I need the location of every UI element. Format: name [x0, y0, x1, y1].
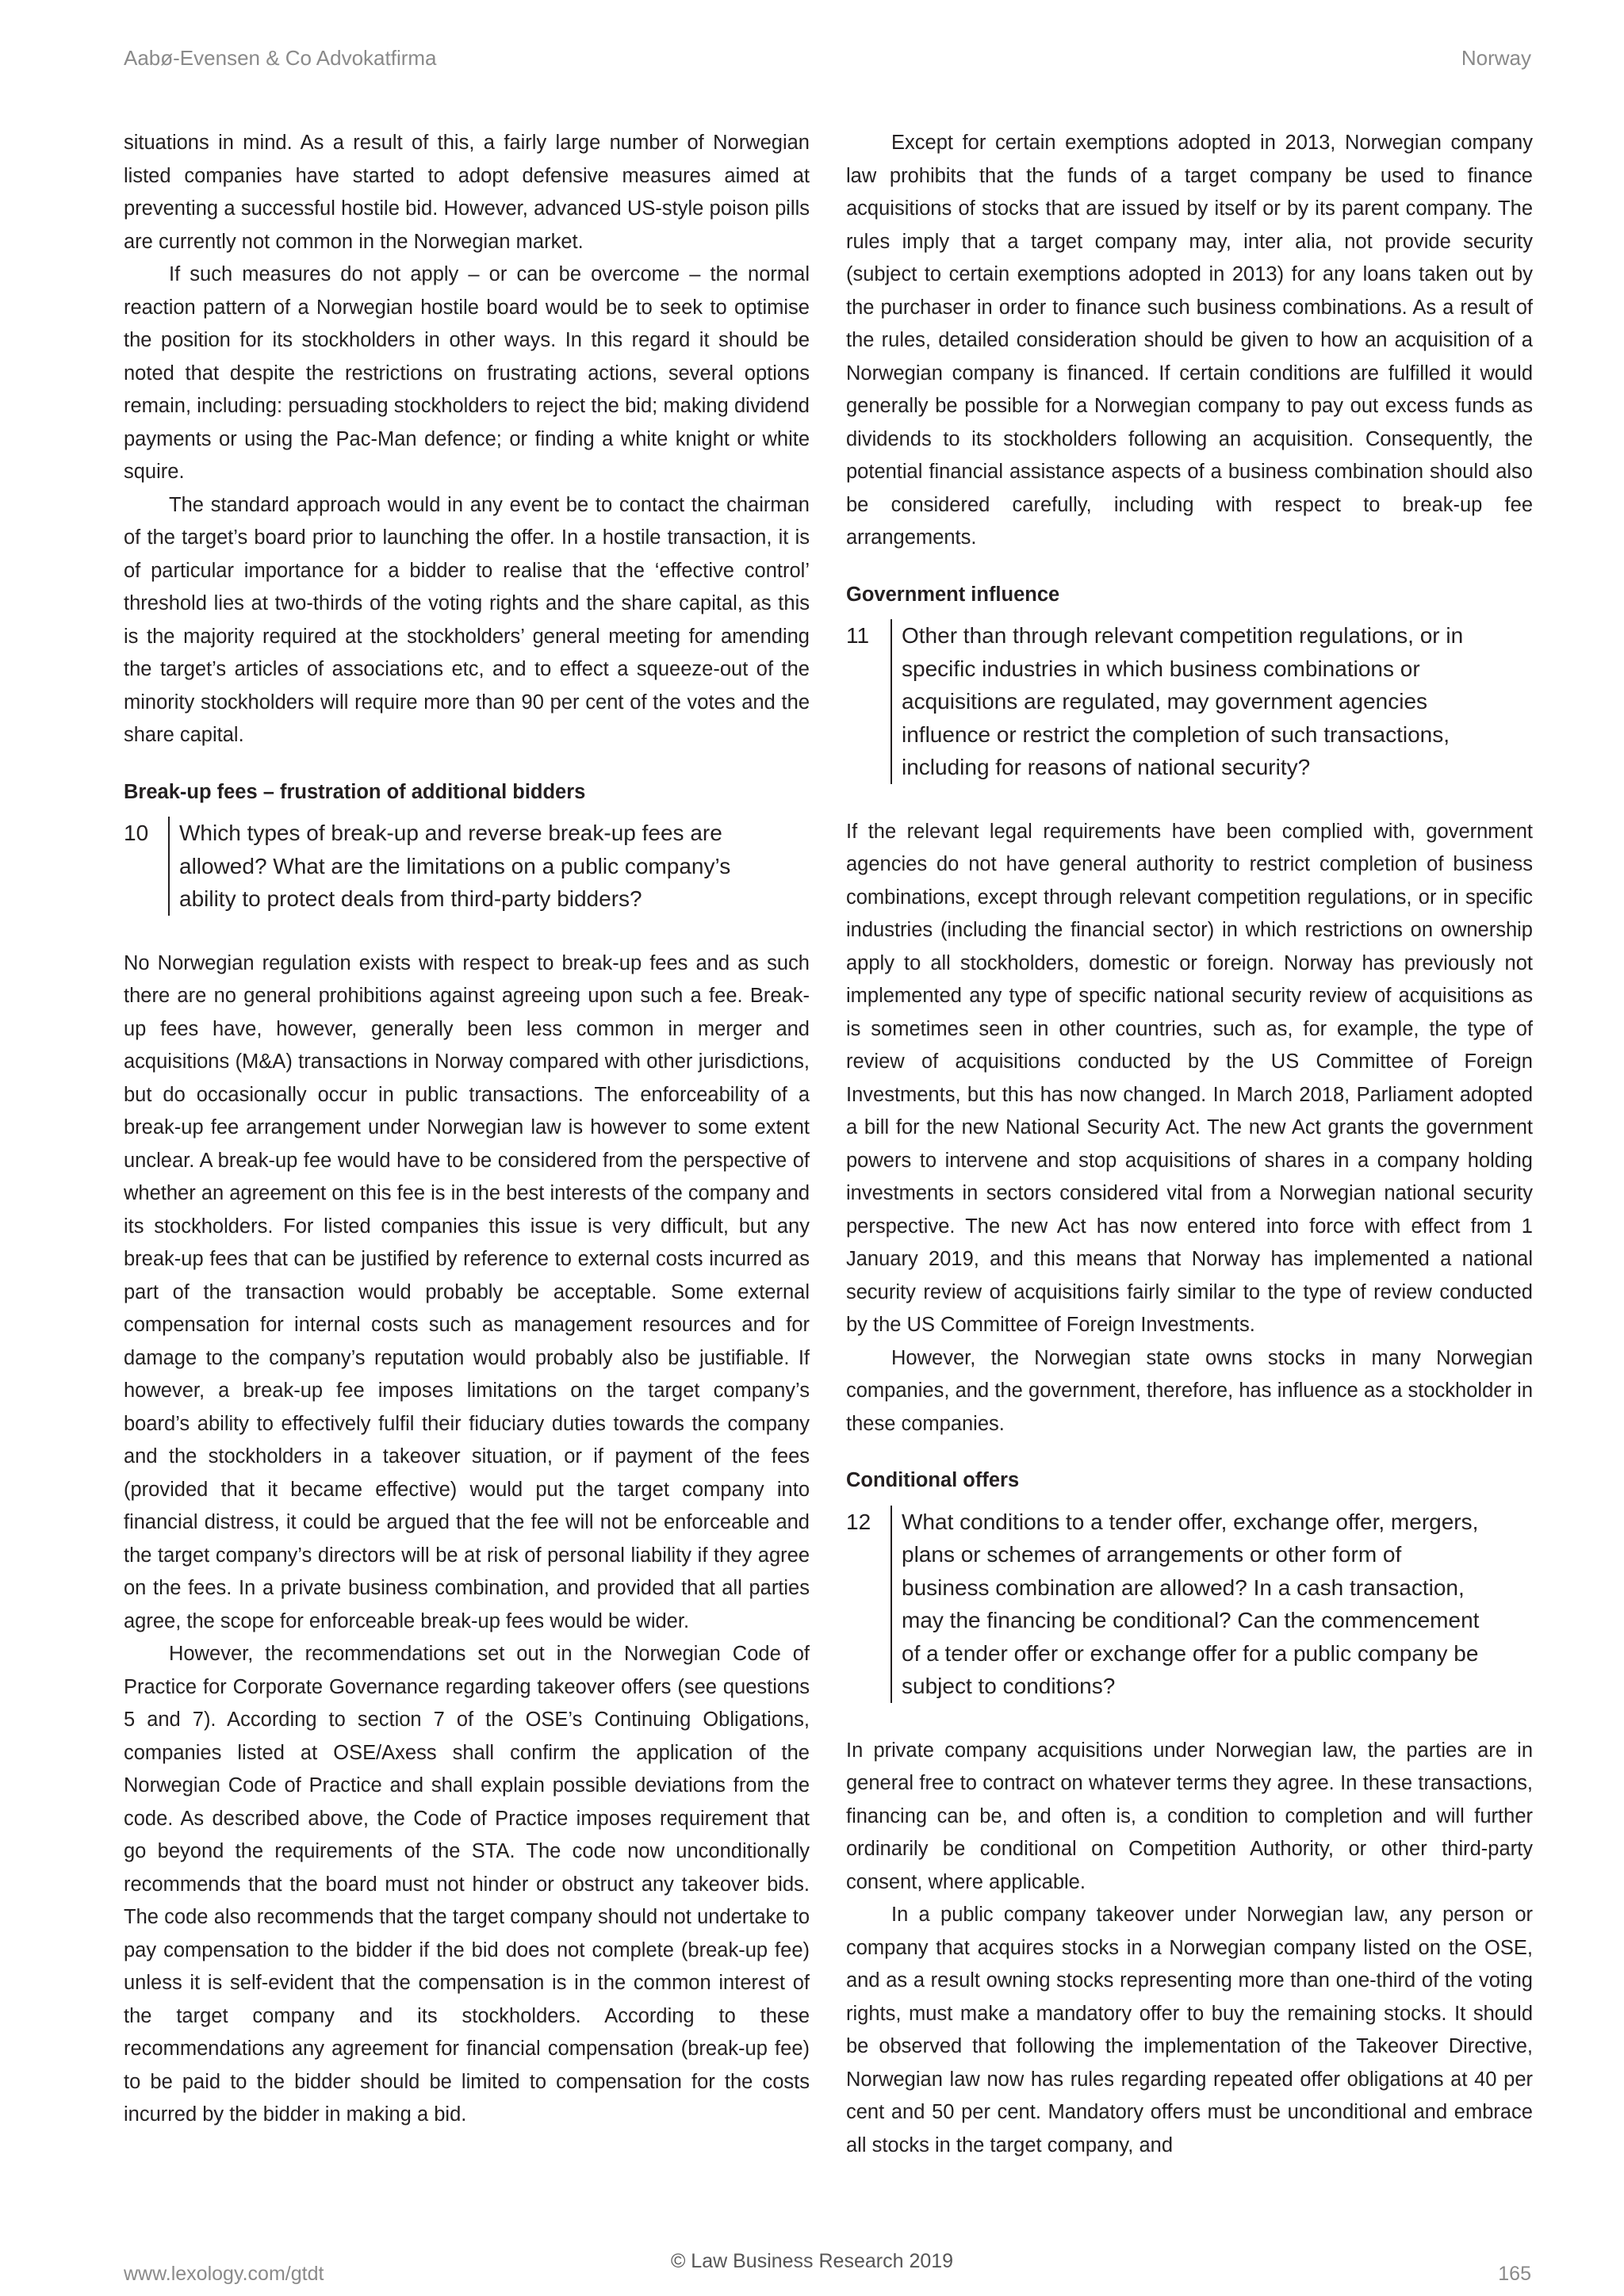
- question-number: 10: [124, 821, 149, 845]
- footer-url[interactable]: www.lexology.com/gtdt: [124, 2263, 324, 2285]
- left-paragraph-4: No Norwegian regulation exists with respect to break-up fees and as such there are no general prohibitions against agreeing upon such a fee. Break-up fees have, however, generally been less common in merger and acquisitions (M&A) transactions in Norway compared with other jurisdictions, but do occasionally occur in public transactions. The enforceability of a break-up fee arrangement under Norwegian law is however to some extent unclear. A break-up fee would have to be considered from the perspective of whether an agreement on this fee is in the best interests of the company and its stockholders. For listed companies this issue is very difficult, but any break-up fees that can be justified by reference to external costs incurred as part of the transaction would probably be acceptable. Some external compensation for internal costs such as management resources and for damage to the company’s reputation would probably also be justifiable. If however, a break-up fee imposes limitations on the target company’s board’s ability to effectively fulfil their fiduciary duties towards the company and the stockholders in a takeover situation, or if payment of the fees (provided that it became effective) would put the target company into financial distress, it could be argued that the fee will not be enforceable and the target company’s directors will be at risk of personal liability if they agree on the fees. In a private business combination, and provided that all parties agree, the scope for enforceable break-up fees would be wider.: [124, 951, 810, 1632]
- section-heading-break-up-fees: Break-up fees – frustration of additional bidders: [124, 780, 586, 803]
- left-paragraph-2: If such measures do not apply – or can be overcome – the normal reaction pattern of a Norwegian hostile board would be to seek to optimise the position for its stockholders in other ways. In this regard it should be noted that despite the restrictions on frustrating actions, several options remain, including: persuading stockholders to reject the bid; making dividend payments or using the Pac-Man defence; or finding a white knight or white squire.: [124, 263, 810, 483]
- question-number: 12: [846, 1509, 871, 1534]
- left-paragraph-5: However, the recommendations set out in the Norwegian Code of Practice for Corporate Governance regarding takeover offers (see questions 5 and 7). According to section 7 of the OSE’s Continuing Obligations, companies listed at OSE/Axess shall confirm the application of the Norwegian Code of Practice and shall explain possible deviations from the code. As described above, the Code of Practice imposes requirement that go beyond the requirements of the STA. The code now unconditionally recommends that the board must not hinder or obstruct any takeover bids. The code also recommends that the target company should not undertake to pay compensation to the bidder if the bid does not complete (break-up fee) unless it is self-evident that the compensation is in the common interest of the target company and its stockholders. According to these recommendations any agreement for financial compensation (break-up fee) to be paid to the bidder should be limited to compensation for the costs incurred by the bidder in making a bid.: [124, 1643, 810, 2126]
- header-firm-name: Aabø-Evensen & Co Advokatfirma: [124, 46, 437, 70]
- question-number: 11: [846, 623, 870, 648]
- section-heading-government-influence: Government influence: [846, 583, 1060, 606]
- right-paragraph-2: If the relevant legal requirements have been complied with, government agencies do not have general authority to restrict completion of business combinations, except through relevant competition regulations, or in specific industries (including the financial sector) in which restrictions on ownership apply to all stockholders, domestic or foreign. Norway has previously not implemented any type of specific national security review of acquisitions as is sometimes seen in other countries, such as, for example, the type of review of acquisitions conducted by the US Committee of Foreign Investments, but this has now changed. In March 2018, Parliament adopted a bill for the new National Security Act. The new Act grants the government powers to intervene and stop acquisitions of shares in a company holding investments in sectors considered vital from a Norwegian national security perspective. The new Act has now entered into force with effect from 1 January 2019, and this means that Norway has implemented a national security review of acquisitions fairly similar to the type of review conducted by the US Committee of Foreign Investments.: [846, 820, 1533, 1336]
- left-paragraph-1: situations in mind. As a result of this, a fairly large number of Norwegian listed companies have started to adopt defensive measures aimed at preventing a successful hostile bid. However, advanced US-style poison pills are currently not common in the Norwegian market.: [124, 132, 810, 253]
- question-text: Other than through relevant competition regulations, or in specific industries in which business combinations or acquisitions are regulated, may government agencies influence or restrict the completion of such transactions, including for reasons of national security?: [891, 619, 1480, 784]
- question-10: [124, 817, 810, 916]
- right-paragraph-3: However, the Norwegian state owns stocks in many Norwegian companies, and the government, therefore, has influence as a stockholder in these companies.: [846, 1346, 1533, 1435]
- right-column: [846, 127, 1533, 2162]
- question-text: What conditions to a tender offer, exchange offer, mergers, plans or schemes of arrangements or other form of business combination are allowed? In a cash transaction, may the financing be conditional? Can the commencement of a tender offer or exchange offer for a public company be subject to conditions?: [891, 1506, 1480, 1703]
- question-11: [846, 619, 1533, 784]
- copyright-notice: © Law Business Research 2019: [670, 2250, 954, 2272]
- header-country: Norway: [1461, 46, 1531, 70]
- question-text: Which types of break-up and reverse break-up fees are allowed? What are the limitations on a public company’s ability to protect deals from third-party bidders?: [168, 817, 758, 916]
- right-paragraph-4: In private company acquisitions under Norwegian law, the parties are in general free to contract on whatever terms they agree. In these transactions, financing can be, and often is, a condition to completion and will further ordinarily be conditional on Competition Authority, or other third-party consent, where applicable.: [846, 1739, 1533, 1893]
- left-column: [124, 127, 810, 2132]
- question-12: [846, 1506, 1533, 1703]
- right-paragraph-5: In a public company takeover under Norwegian law, any person or company that acquires stocks in a Norwegian company listed on the OSE, and as a result owning stocks representing more than one-third of the voting rights, must make a mandatory offer to buy the remaining stocks. It should be observed that following the implementation of the Takeover Directive, Norwegian law now has rules regarding repeated offer obligations at 40 per cent and 50 per cent. Mandatory offers must be unconditional and embrace all stocks in the target company, and: [846, 1904, 1533, 2156]
- page-number: 165: [1498, 2263, 1531, 2285]
- right-paragraph-1: Except for certain exemptions adopted in 2013, Norwegian company law prohibits that the funds of a target company be used to finance acquisitions of stocks that are issued by itself or by its parent company. The rules imply that a target company may, inter alia, not provide security (subject to certain exemptions adopted in 2013) for any loans taken out by the purchaser in order to finance such business combinations. As a result of the rules, detailed consideration should be given to how an acquisition of a Norwegian company is financed. If certain conditions are fulfilled it would generally be possible for a Norwegian company to pay out excess funds as dividends to its stockholders following an acquisition. Consequently, the potential financial assistance aspects of a business combination should also be considered carefully, including with respect to break-up fee arrangements.: [846, 132, 1533, 549]
- section-heading-conditional-offers: Conditional offers: [846, 1469, 1020, 1491]
- left-paragraph-3: The standard approach would in any event be to contact the chairman of the target’s board prior to launching the offer. In a hostile transaction, it is of particular importance for a bidder to realise that the ‘effective control’ threshold lies at two-thirds of the voting rights and the share capital, as this is the majority required at the stockholders’ general meeting for amending the target’s articles of associations etc, and to effect a squeeze-out of the minority stockholders will require more than 90 per cent of the votes and the share capital.: [124, 493, 810, 746]
